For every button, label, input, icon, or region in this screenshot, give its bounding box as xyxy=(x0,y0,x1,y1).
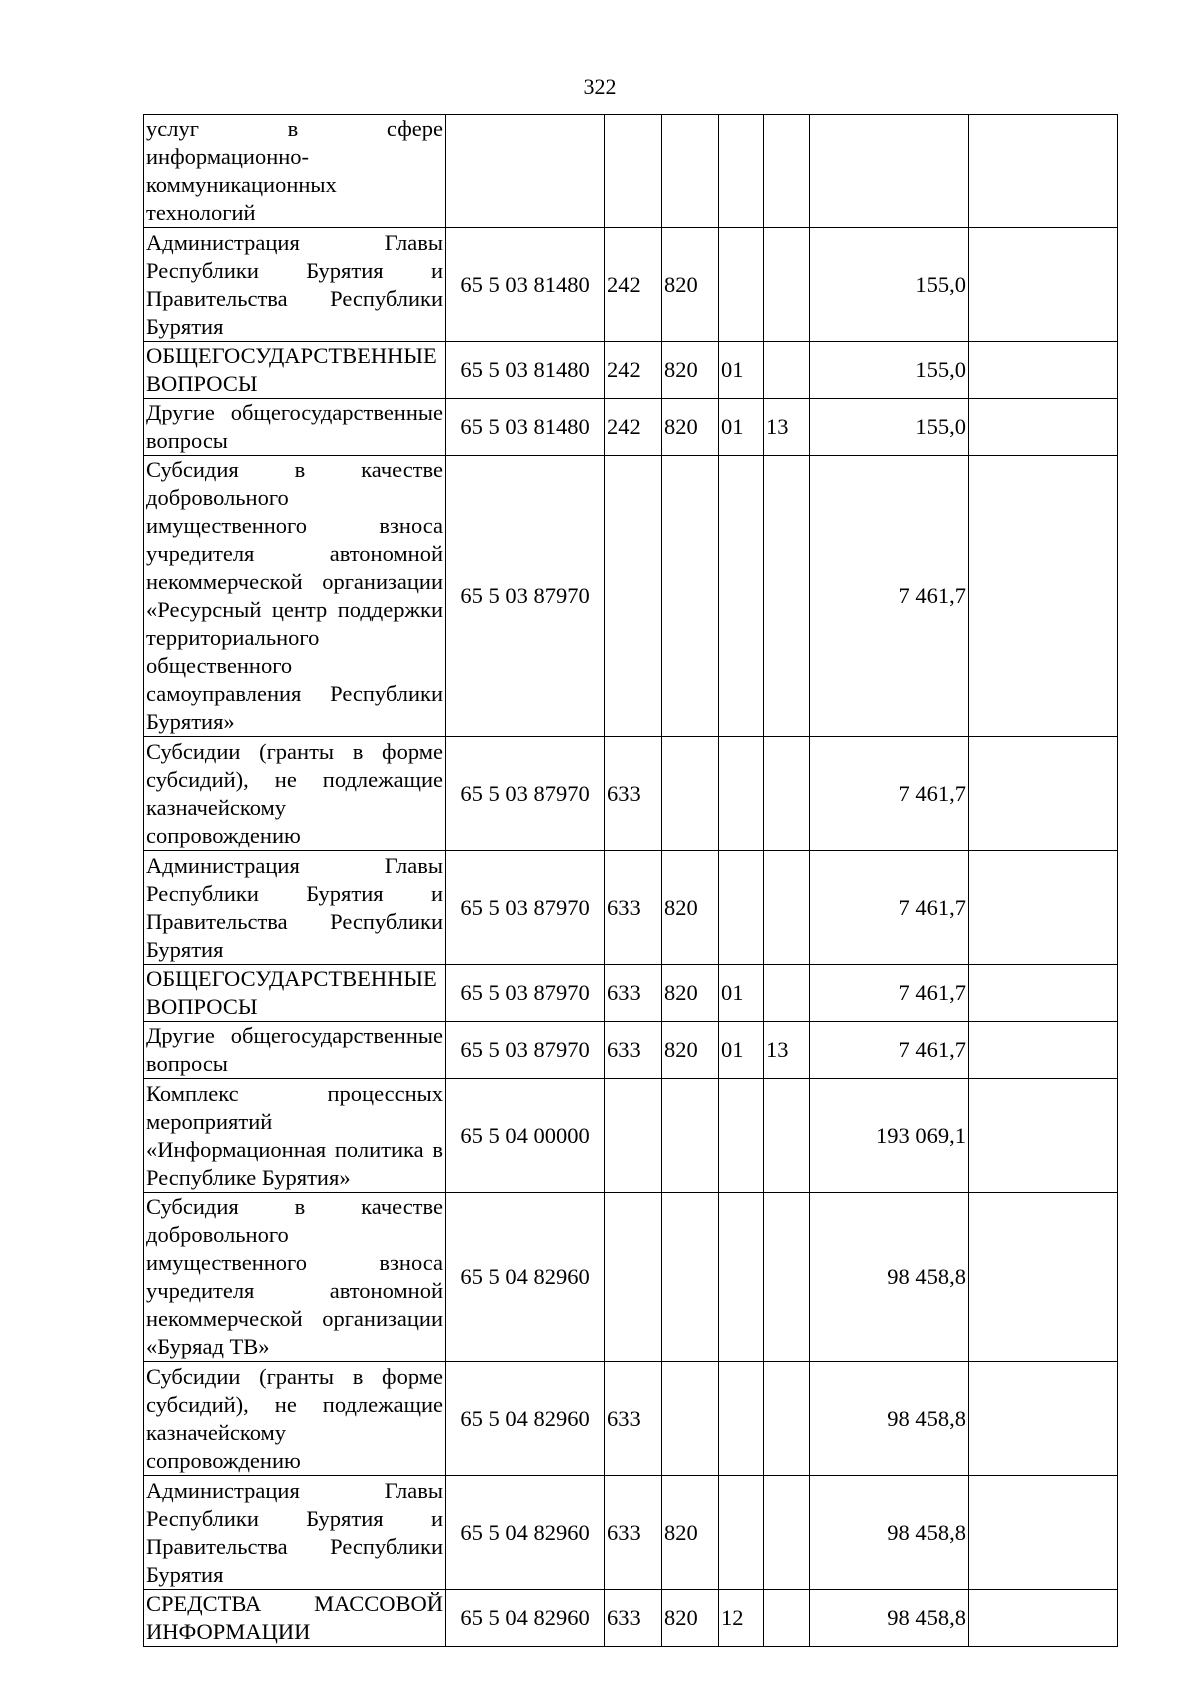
grbs-code: 820 xyxy=(662,1476,719,1590)
target-code: 65 5 04 82960 xyxy=(446,1193,605,1362)
section-code: 12 xyxy=(719,1590,764,1647)
extra-cell xyxy=(969,1476,1118,1590)
row-description: Субсидия в качестве добровольного имущественного взноса учредителя автономной некоммерческой организации «Буряад ТВ» xyxy=(144,1193,446,1362)
table-row xyxy=(144,1590,1118,1647)
grbs-code xyxy=(662,737,719,851)
subsection-code xyxy=(764,342,810,399)
target-code: 65 5 03 87970 xyxy=(446,965,605,1022)
grbs-code xyxy=(662,1193,719,1362)
table-row xyxy=(144,399,1118,456)
grbs-code: 820 xyxy=(662,399,719,456)
section-code: 01 xyxy=(719,965,764,1022)
expense-type: 633 xyxy=(605,1362,662,1476)
grbs-code xyxy=(662,1079,719,1193)
amount: 7 461,7 xyxy=(810,737,969,851)
section-code xyxy=(719,456,764,737)
grbs-code: 820 xyxy=(662,342,719,399)
section-code: 01 xyxy=(719,399,764,456)
target-code: 65 5 03 87970 xyxy=(446,1022,605,1079)
grbs-code xyxy=(662,1362,719,1476)
amount: 155,0 xyxy=(810,342,969,399)
amount: 98 458,8 xyxy=(810,1193,969,1362)
table-row xyxy=(144,965,1118,1022)
section-code: 01 xyxy=(719,1022,764,1079)
page-number: 322 xyxy=(583,74,617,99)
row-description: ОБЩЕГОСУДАРСТВЕННЫЕ ВОПРОСЫ xyxy=(144,965,446,1022)
expense-type: 242 xyxy=(605,342,662,399)
table-row xyxy=(144,115,1118,228)
target-code: 65 5 03 81480 xyxy=(446,399,605,456)
grbs-code: 820 xyxy=(662,228,719,342)
row-description: Администрация Главы Республики Бурятия и Правительства Республики Бурятия xyxy=(144,1476,446,1590)
expense-type: 633 xyxy=(605,1476,662,1590)
table-row xyxy=(144,851,1118,965)
subsection-code xyxy=(764,965,810,1022)
table-row xyxy=(144,1022,1118,1079)
table-row xyxy=(144,342,1118,399)
expense-type: 633 xyxy=(605,851,662,965)
extra-cell xyxy=(969,399,1118,456)
section-code xyxy=(719,1193,764,1362)
subsection-code xyxy=(764,1590,810,1647)
expense-type: 633 xyxy=(605,1590,662,1647)
subsection-code xyxy=(764,851,810,965)
row-description: Другие общегосударственные вопросы xyxy=(144,1022,446,1079)
expense-type: 633 xyxy=(605,965,662,1022)
target-code: 65 5 04 82960 xyxy=(446,1590,605,1647)
expense-type xyxy=(605,1079,662,1193)
expense-type xyxy=(605,115,662,228)
budget-table xyxy=(143,114,1118,1647)
amount: 98 458,8 xyxy=(810,1476,969,1590)
target-code: 65 5 04 82960 xyxy=(446,1362,605,1476)
grbs-code: 820 xyxy=(662,965,719,1022)
amount: 98 458,8 xyxy=(810,1362,969,1476)
row-description: Субсидии (гранты в форме субсидий), не подлежащие казначейскому сопровождению xyxy=(144,1362,446,1476)
subsection-code xyxy=(764,1476,810,1590)
subsection-code: 13 xyxy=(764,1022,810,1079)
extra-cell xyxy=(969,228,1118,342)
row-description: Другие общегосударственные вопросы xyxy=(144,399,446,456)
expense-type: 633 xyxy=(605,1022,662,1079)
table-row xyxy=(144,737,1118,851)
target-code: 65 5 03 81480 xyxy=(446,228,605,342)
row-description: Субсидия в качестве добровольного имущественного взноса учредителя автономной некоммерческой организации «Ресурсный центр поддержки территориального общественного самоуправления Республики Бурятия» xyxy=(144,456,446,737)
grbs-code: 820 xyxy=(662,1022,719,1079)
table-row xyxy=(144,228,1118,342)
target-code: 65 5 03 87970 xyxy=(446,737,605,851)
section-code xyxy=(719,737,764,851)
extra-cell xyxy=(969,115,1118,228)
subsection-code: 13 xyxy=(764,399,810,456)
expense-type: 242 xyxy=(605,228,662,342)
row-description: Администрация Главы Республики Бурятия и Правительства Республики Бурятия xyxy=(144,228,446,342)
section-code xyxy=(719,851,764,965)
section-code xyxy=(719,1079,764,1193)
extra-cell xyxy=(969,965,1118,1022)
target-code: 65 5 03 81480 xyxy=(446,342,605,399)
amount: 7 461,7 xyxy=(810,1022,969,1079)
amount: 7 461,7 xyxy=(810,456,969,737)
extra-cell xyxy=(969,1079,1118,1193)
row-description: ОБЩЕГОСУДАРСТВЕННЫЕ ВОПРОСЫ xyxy=(144,342,446,399)
amount: 7 461,7 xyxy=(810,851,969,965)
subsection-code xyxy=(764,115,810,228)
subsection-code xyxy=(764,1079,810,1193)
section-code xyxy=(719,1362,764,1476)
target-code: 65 5 03 87970 xyxy=(446,456,605,737)
extra-cell xyxy=(969,1362,1118,1476)
subsection-code xyxy=(764,228,810,342)
expense-type: 633 xyxy=(605,737,662,851)
extra-cell xyxy=(969,1193,1118,1362)
row-description: Комплекс процессных мероприятий «Информационная политика в Республике Бурятия» xyxy=(144,1079,446,1193)
expense-type xyxy=(605,1193,662,1362)
table-row xyxy=(144,1193,1118,1362)
target-code: 65 5 04 00000 xyxy=(446,1079,605,1193)
target-code: 65 5 04 82960 xyxy=(446,1476,605,1590)
subsection-code xyxy=(764,456,810,737)
section-code: 01 xyxy=(719,342,764,399)
target-code xyxy=(446,115,605,228)
extra-cell xyxy=(969,456,1118,737)
subsection-code xyxy=(764,1362,810,1476)
amount: 155,0 xyxy=(810,228,969,342)
subsection-code xyxy=(764,1193,810,1362)
grbs-code: 820 xyxy=(662,1590,719,1647)
amount: 193 069,1 xyxy=(810,1079,969,1193)
table-row xyxy=(144,1476,1118,1590)
grbs-code: 820 xyxy=(662,851,719,965)
amount: 7 461,7 xyxy=(810,965,969,1022)
row-description: СРЕДСТВА МАССОВОЙ ИНФОРМАЦИИ xyxy=(144,1590,446,1647)
grbs-code xyxy=(662,115,719,228)
row-description: Администрация Главы Республики Бурятия и Правительства Республики Бурятия xyxy=(144,851,446,965)
grbs-code xyxy=(662,456,719,737)
extra-cell xyxy=(969,737,1118,851)
extra-cell xyxy=(969,851,1118,965)
extra-cell xyxy=(969,1590,1118,1647)
expense-type xyxy=(605,456,662,737)
expense-type: 242 xyxy=(605,399,662,456)
section-code xyxy=(719,115,764,228)
row-description: услуг в сфере информационно-коммуникационных технологий xyxy=(144,115,446,228)
table-row xyxy=(144,1362,1118,1476)
section-code xyxy=(719,228,764,342)
row-description: Субсидии (гранты в форме субсидий), не подлежащие казначейскому сопровождению xyxy=(144,737,446,851)
section-code xyxy=(719,1476,764,1590)
target-code: 65 5 03 87970 xyxy=(446,851,605,965)
amount xyxy=(810,115,969,228)
amount: 98 458,8 xyxy=(810,1590,969,1647)
amount: 155,0 xyxy=(810,399,969,456)
extra-cell xyxy=(969,342,1118,399)
extra-cell xyxy=(969,1022,1118,1079)
table-row xyxy=(144,1079,1118,1193)
subsection-code xyxy=(764,737,810,851)
table-row xyxy=(144,456,1118,737)
